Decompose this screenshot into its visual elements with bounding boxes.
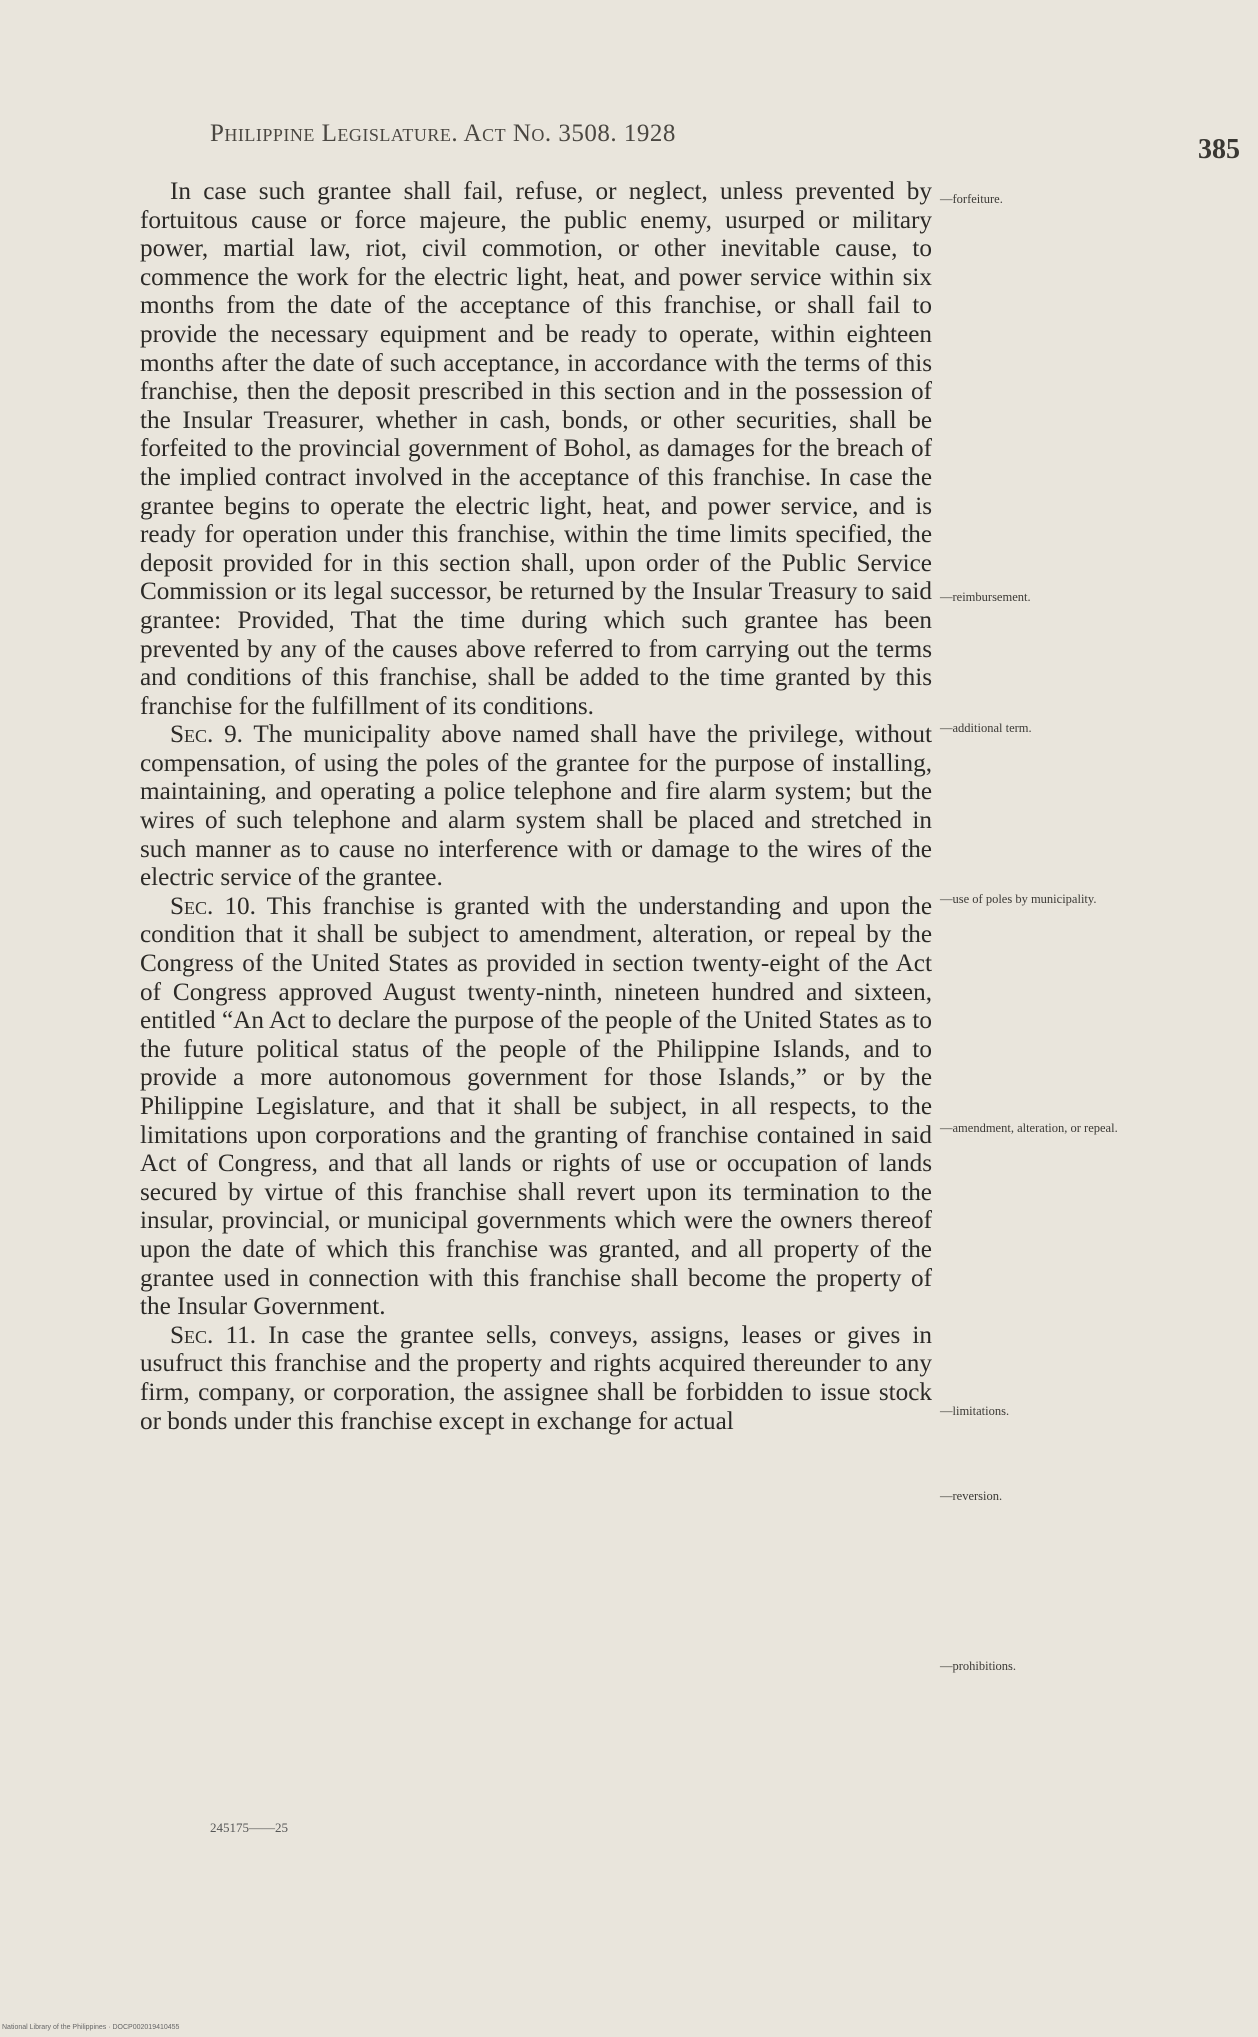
- section-9: [140, 721, 932, 893]
- sidenote-additional-term: —additional term.: [940, 721, 1032, 735]
- section-9-text: The municipality above named shall have the privilege, without compensation, of using the poles of the grantee for the purpose of installing, maintaining, and operating a police telephone and fire alarm system; but the wires of such telephone and alarm system shall be placed and stretched in such manner as to cause no interference with or damage to the wires of the electric service of the grantee.: [140, 721, 932, 892]
- paragraph-forfeiture: In case such grantee shall fail, refuse, or neglect, unless prevented by fortuitous cause or force majeure, the public enemy, usurped or military power, martial law, riot, civil commotion, or other inevitable cause, to commence the work for the electric light, heat, and power service within six months from the date of the acceptance of this franchise, or shall fail to provide the necessary equipment and be ready to operate, within eighteen months after the date of such acceptance, in accordance with the terms of this franchise, then the deposit prescribed in this section and in the possession of the Insular Treasurer, whether in cash, bonds, or other securities, shall be forfeited to the provincial government of Bohol, as damages for the breach of the implied contract involved in the acceptance of this franchise. In case the grantee begins to operate the electric light, heat, and power service, and is ready for operation under this franchise, within the time limits specified, the deposit provided for in this section shall, upon order of the Public Service Commission or its legal successor, be returned by the Insular Treasury to said grantee: Provided, That the time during which such grantee has been prevented by any of the causes above referred to from carrying out the terms and conditions of this franchise, shall be added to the time granted by this franchise for the fulfillment of its conditions.: [140, 178, 932, 720]
- page-number: 385: [1198, 134, 1240, 165]
- sidenote-forfeiture: —forfeiture.: [940, 192, 1003, 206]
- sidenote-prohibitions: —prohibitions.: [940, 1659, 1017, 1673]
- sidenote-reversion: —reversion.: [940, 1489, 1003, 1503]
- section-11: [140, 1322, 932, 1436]
- section-10-text: This franchise is granted with the understanding and upon the condition that it shall be subject to amendment, alteration, or repeal by the Congress of the United States as provided in section twenty-eight of the Act of Congress approved August twenty-ninth, nineteen hundred and sixteen, entitled “An Act to declare the purpose of the people of the United States as to the future political status of the people of the Philippine Islands, and to provide a more autonomous government for those Islands,” or by the Philippine Legislature, and that it shall be subject, in all respects, to the limitations upon corporations and the granting of franchise contained in said Act of Congress, and that all lands or rights of use or occupation of lands secured by virtue of this franchise shall revert upon its termination to the insular, provincial, or municipal governments which were the owners thereof upon the date of which this franchise was granted, and all property of the grantee used in connection with this franchise shall become the property of the Insular Government.: [140, 892, 933, 1321]
- printer-signature: 245175——25: [210, 1820, 288, 1835]
- section-9-label: Sec. 9.: [170, 721, 243, 749]
- sidenote-limitations: —limitations.: [940, 1404, 1010, 1418]
- sidenote-use-of-poles: —use of poles by municipality.: [940, 892, 1097, 906]
- body-text: [140, 178, 932, 1436]
- running-head: Philippine Legislature. Act No. 3508. 1928: [210, 120, 676, 147]
- scan-credit: National Library of the Philippines · DOCP002019410455: [2, 2024, 180, 2031]
- section-11-text: In case the grantee sells, conveys, assigns, leases or gives in usufruct this franchise and the property and rights acquired thereunder to any firm, company, or corporation, the assignee shall be forbidden to issue stock or bonds under this franchise except in exchange for actual: [140, 1321, 933, 1435]
- sidenote-amendment: —amendment, alteration, or repeal.: [940, 1121, 1118, 1135]
- sidenote-reimbursement: —reimbursement.: [940, 590, 1031, 604]
- section-10: [140, 893, 932, 1322]
- section-10-label: Sec. 10.: [170, 892, 256, 920]
- section-11-label: Sec. 11.: [170, 1321, 257, 1349]
